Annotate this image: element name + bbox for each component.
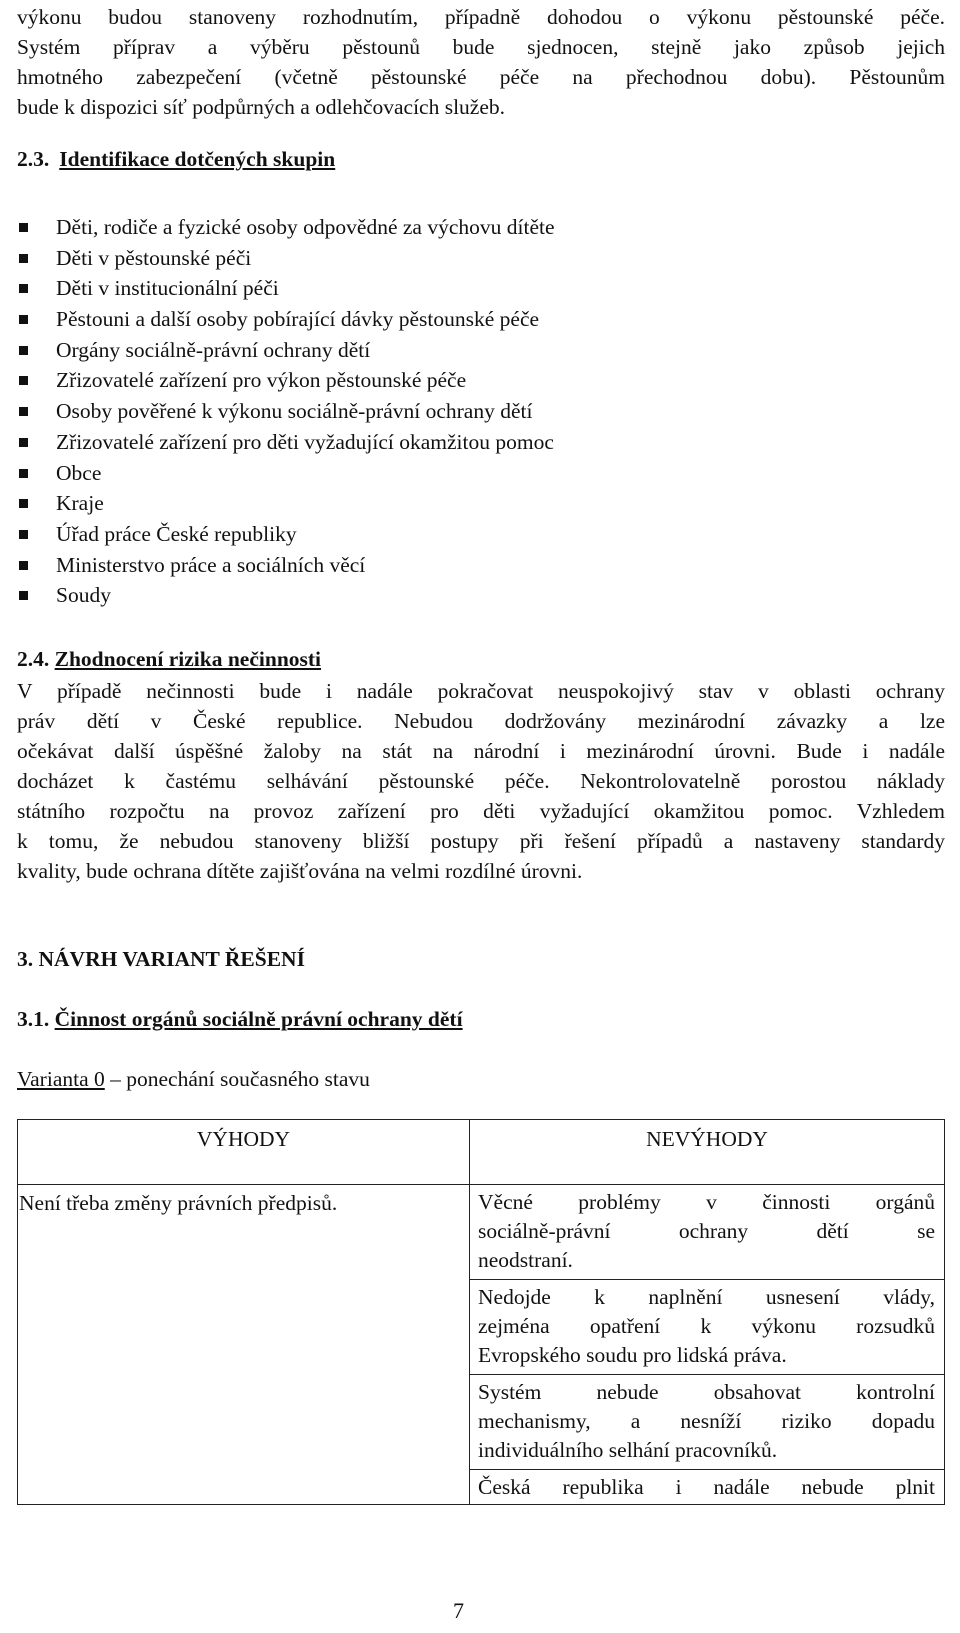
bullet-square-icon <box>19 561 28 570</box>
list-item-text: Obce <box>56 460 102 485</box>
section-2-4-heading <box>17 647 321 672</box>
affected-groups-list <box>17 212 555 611</box>
section-2-3-heading <box>17 147 335 172</box>
list-item <box>17 580 555 611</box>
paragraph-line: státního rozpočtu na provoz zařízení pro děti vyžadující okamžitou pomoc. Vzhledem <box>17 799 945 823</box>
cell-line: Systém nebude obsahovat kontrolní <box>478 1380 935 1404</box>
cell-line: Evropského soudu pro lidská práva. <box>478 1343 787 1367</box>
section-title: Zhodnocení rizika nečinnosti <box>54 647 322 671</box>
disadvantage-cell <box>470 1375 945 1470</box>
intro-line: bude k dispozici síť podpůrných a odlehčovacích služeb. <box>17 95 506 119</box>
bullet-square-icon <box>19 438 28 447</box>
cell-line: sociálně-právní ochrany dětí se <box>478 1219 935 1243</box>
list-item <box>17 488 555 519</box>
header-text: NEVÝHODY <box>646 1127 768 1151</box>
advantages-header <box>18 1120 470 1185</box>
list-item <box>17 335 555 366</box>
disadvantage-cell <box>470 1185 945 1280</box>
paragraph-line: docházet k častému selhávání pěstounské péče. Nekontrolovatelně porostou náklady <box>17 769 945 793</box>
list-item-text: Děti, rodiče a fyzické osoby odpovědné za výchovu dítěte <box>56 215 555 239</box>
disadvantages-header <box>470 1120 945 1185</box>
list-item-text: Děti v institucionální péči <box>56 276 279 301</box>
bullet-square-icon <box>19 407 28 416</box>
paragraph-line: práv dětí v České republice. Nebudou dodržovány mezinárodní závazky a lze <box>17 709 945 733</box>
bullet-square-icon <box>19 284 28 293</box>
advantages-cell <box>18 1185 470 1505</box>
variant-description: – ponechání současného stavu <box>104 1067 370 1091</box>
disadvantage-cell <box>470 1470 945 1505</box>
cell-line: Nedojde k naplnění usnesení vlády, <box>478 1285 935 1309</box>
list-item <box>17 243 555 274</box>
section-title: Identifikace dotčených skupin <box>59 147 336 171</box>
cell-line: individuálního selhání pracovníků. <box>478 1438 778 1462</box>
variant-line <box>17 1067 370 1092</box>
cell-line: Věcné problémy v činnosti orgánů <box>478 1190 935 1214</box>
list-item <box>17 396 555 427</box>
bullet-square-icon <box>19 346 28 355</box>
list-item-text: Ministerstvo práce a sociálních věcí <box>56 552 366 577</box>
list-item <box>17 427 555 458</box>
bullet-square-icon <box>19 469 28 478</box>
advantage-text: Není třeba změny právních předpisů. <box>19 1191 338 1215</box>
list-item <box>17 273 555 304</box>
list-item-text: Kraje <box>56 491 104 516</box>
list-item-text: Úřad práce České republiky <box>56 521 297 546</box>
list-item-text: Pěstouni a další osoby pobírající dávky pěstounské péče <box>56 307 540 332</box>
cell-line: zejména opatření k výkonu rozsudků <box>478 1314 935 1338</box>
list-item <box>17 212 555 243</box>
variant-name: Varianta 0 <box>17 1067 105 1091</box>
header-text: VÝHODY <box>196 1127 291 1151</box>
list-item-text: Osoby pověřené k výkonu sociálně-právní ochrany dětí <box>56 399 533 424</box>
cell-line: mechanismy, a nesníží riziko dopadu <box>478 1409 935 1433</box>
bullet-square-icon <box>19 223 28 232</box>
list-item-text: Orgány sociálně-právní ochrany dětí <box>56 337 371 362</box>
list-item <box>17 458 555 489</box>
section-number: 2.4. <box>17 647 50 671</box>
cell-line: neodstraní. <box>478 1248 573 1272</box>
paragraph-line: kvality, bude ochrana dítěte zajišťována na velmi rozdílné úrovni. <box>17 859 583 883</box>
disadvantage-cell <box>470 1280 945 1375</box>
section-3-1-heading <box>17 1007 463 1032</box>
cell-line: Česká republika i nadále nebude plnit <box>478 1475 935 1499</box>
risk-paragraph <box>17 676 945 886</box>
list-item-text: Zřizovatelé zařízení pro výkon pěstounské péče <box>56 368 467 393</box>
table-row <box>18 1185 945 1280</box>
bullet-square-icon <box>19 499 28 508</box>
bullet-square-icon <box>19 591 28 600</box>
bullet-square-icon <box>19 376 28 385</box>
intro-paragraph <box>17 2 945 122</box>
bullet-square-icon <box>19 530 28 539</box>
list-item <box>17 304 555 335</box>
list-item-text: Soudy <box>56 583 111 608</box>
paragraph-line: k tomu, že nebudou stanoveny bližší postupy při řešení případů a nastaveny standardy <box>17 829 945 853</box>
bullet-square-icon <box>19 254 28 263</box>
section-title: Činnost orgánů sociálně právní ochrany dětí <box>54 1007 463 1031</box>
intro-line: výkonu budou stanoveny rozhodnutím, případně dohodou o výkonu pěstounské péče. <box>17 5 945 29</box>
table-header-row <box>18 1120 945 1185</box>
list-item <box>17 550 555 581</box>
section-3-heading: 3. NÁVRH VARIANT ŘEŠENÍ <box>17 947 305 971</box>
section-number: 2.3. <box>17 147 50 171</box>
page-number: 7 <box>453 1598 464 1623</box>
section-number: 3.1. <box>17 1007 50 1031</box>
paragraph-line: V případě nečinnosti bude i nadále pokračovat neuspokojivý stav v oblasti ochrany <box>17 679 945 703</box>
intro-line: hmotného zabezpečení (včetně pěstounské péče na přechodnou dobu). Pěstounům <box>17 65 945 89</box>
list-item-text: Zřizovatelé zařízení pro děti vyžadující okamžitou pomoc <box>56 429 554 454</box>
list-item <box>17 519 555 550</box>
list-item-text: Děti v pěstounské péči <box>56 245 252 270</box>
bullet-square-icon <box>19 315 28 324</box>
paragraph-line: očekávat další úspěšné žaloby na stát na národní i mezinárodní úrovni. Bude i nadále <box>17 739 945 763</box>
variant-comparison-table <box>17 1119 945 1505</box>
intro-line: Systém příprav a výběru pěstounů bude sjednocen, stejně jako způsob jejich <box>17 35 945 59</box>
list-item <box>17 365 555 396</box>
